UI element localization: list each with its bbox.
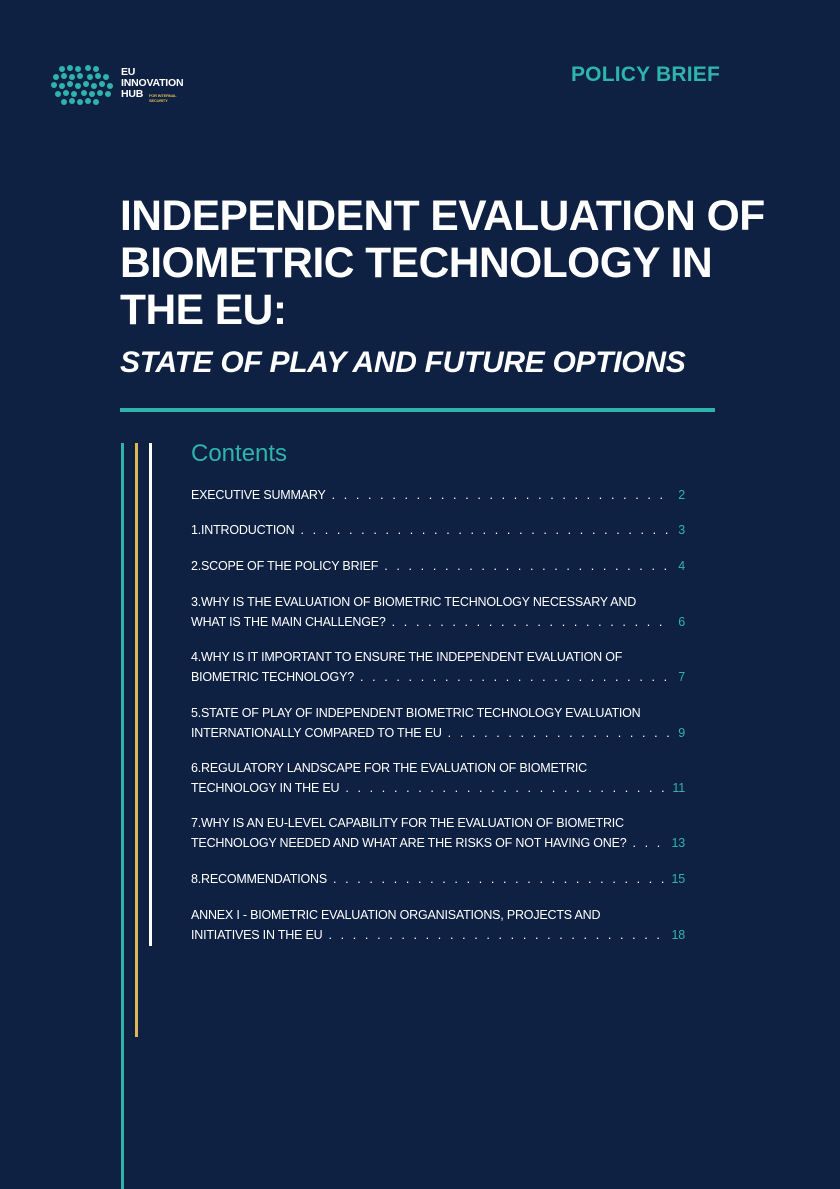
toc-entry[interactable] <box>191 647 685 687</box>
toc-dot-leader <box>345 778 666 798</box>
table-of-contents <box>191 485 685 945</box>
toc-dot-leader <box>384 556 672 576</box>
toc-page-number: 3 <box>678 523 685 537</box>
toc-entry[interactable] <box>191 485 685 505</box>
title-divider <box>120 408 715 412</box>
toc-entry-text: INITIATIVES IN THE EU <box>191 928 323 942</box>
toc-page-number: 9 <box>678 726 685 740</box>
toc-dot-leader <box>448 723 673 743</box>
document-title: INDEPENDENT EVALUATION OF BIOMETRIC TECHNOLOGY IN THE EU: <box>120 193 765 334</box>
toc-page-number: 4 <box>678 559 685 573</box>
toc-dot-leader <box>333 869 666 889</box>
toc-entry-text: 8.RECOMMENDATIONS <box>191 872 327 886</box>
logo-tagline: FOR INTERNAL SECURITY <box>149 93 177 103</box>
eu-innovation-hub-logo <box>50 63 195 108</box>
toc-entry[interactable] <box>191 520 685 540</box>
toc-entry-text: 7.WHY IS AN EU-LEVEL CAPABILITY FOR THE EVALUATION OF BIOMETRIC <box>191 816 624 830</box>
toc-entry[interactable] <box>191 703 685 743</box>
toc-page-number: 18 <box>671 928 685 942</box>
toc-page-number: 13 <box>671 836 685 850</box>
toc-dot-leader <box>633 833 666 853</box>
contents-heading: Contents <box>191 440 288 467</box>
accent-bar-teal <box>121 443 124 1189</box>
toc-dot-leader <box>328 925 665 945</box>
hub-logo-icon <box>50 63 116 107</box>
toc-dot-leader <box>392 612 673 632</box>
toc-entry-text: BIOMETRIC TECHNOLOGY? <box>191 670 354 684</box>
toc-dot-leader <box>300 520 672 540</box>
toc-entry-text: TECHNOLOGY IN THE EU <box>191 781 340 795</box>
toc-dot-leader <box>360 667 672 687</box>
toc-entry[interactable] <box>191 905 685 945</box>
toc-entry[interactable] <box>191 556 685 576</box>
logo-line-2: INNOVATION <box>121 77 184 89</box>
toc-entry-text: 2.SCOPE OF THE POLICY BRIEF <box>191 559 379 573</box>
toc-page-number: 2 <box>678 488 685 502</box>
policy-brief-badge: POLICY BRIEF <box>570 63 720 86</box>
accent-bar-gold <box>135 443 138 1037</box>
toc-entry[interactable] <box>191 813 685 853</box>
toc-entry[interactable] <box>191 592 685 632</box>
toc-dot-leader <box>332 485 673 505</box>
toc-entry-text: 1.INTRODUCTION <box>191 523 295 537</box>
document-subtitle: STATE OF PLAY AND FUTURE OPTIONS <box>120 346 686 379</box>
toc-entry-text: 4.WHY IS IT IMPORTANT TO ENSURE THE INDEPENDENT EVALUATION OF <box>191 650 623 664</box>
toc-page-number: 15 <box>671 872 685 886</box>
toc-entry[interactable] <box>191 758 685 798</box>
toc-entry-text: EXECUTIVE SUMMARY <box>191 488 326 502</box>
toc-page-number: 7 <box>678 670 685 684</box>
logo-wordmark <box>121 66 184 103</box>
logo-line-3: HUB <box>121 88 144 100</box>
toc-entry-text: ANNEX I - BIOMETRIC EVALUATION ORGANISATIONS, PROJECTS AND <box>191 908 601 922</box>
toc-entry-text: INTERNATIONALLY COMPARED TO THE EU <box>191 726 442 740</box>
toc-entry-text: 5.STATE OF PLAY OF INDEPENDENT BIOMETRIC TECHNOLOGY EVALUATION <box>191 706 641 720</box>
toc-entry-text: TECHNOLOGY NEEDED AND WHAT ARE THE RISKS OF NOT HAVING ONE? <box>191 836 627 850</box>
toc-entry-text: 6.REGULATORY LANDSCAPE FOR THE EVALUATION OF BIOMETRIC <box>191 761 587 775</box>
toc-entry[interactable] <box>191 869 685 889</box>
toc-page-number: 6 <box>678 615 685 629</box>
accent-bar-white <box>149 443 152 946</box>
toc-page-number: 11 <box>672 781 685 795</box>
toc-entry-text: 3.WHY IS THE EVALUATION OF BIOMETRIC TECHNOLOGY NECESSARY AND <box>191 595 637 609</box>
toc-entry-text: WHAT IS THE MAIN CHALLENGE? <box>191 615 386 629</box>
logo-line-1: EU <box>121 66 136 78</box>
